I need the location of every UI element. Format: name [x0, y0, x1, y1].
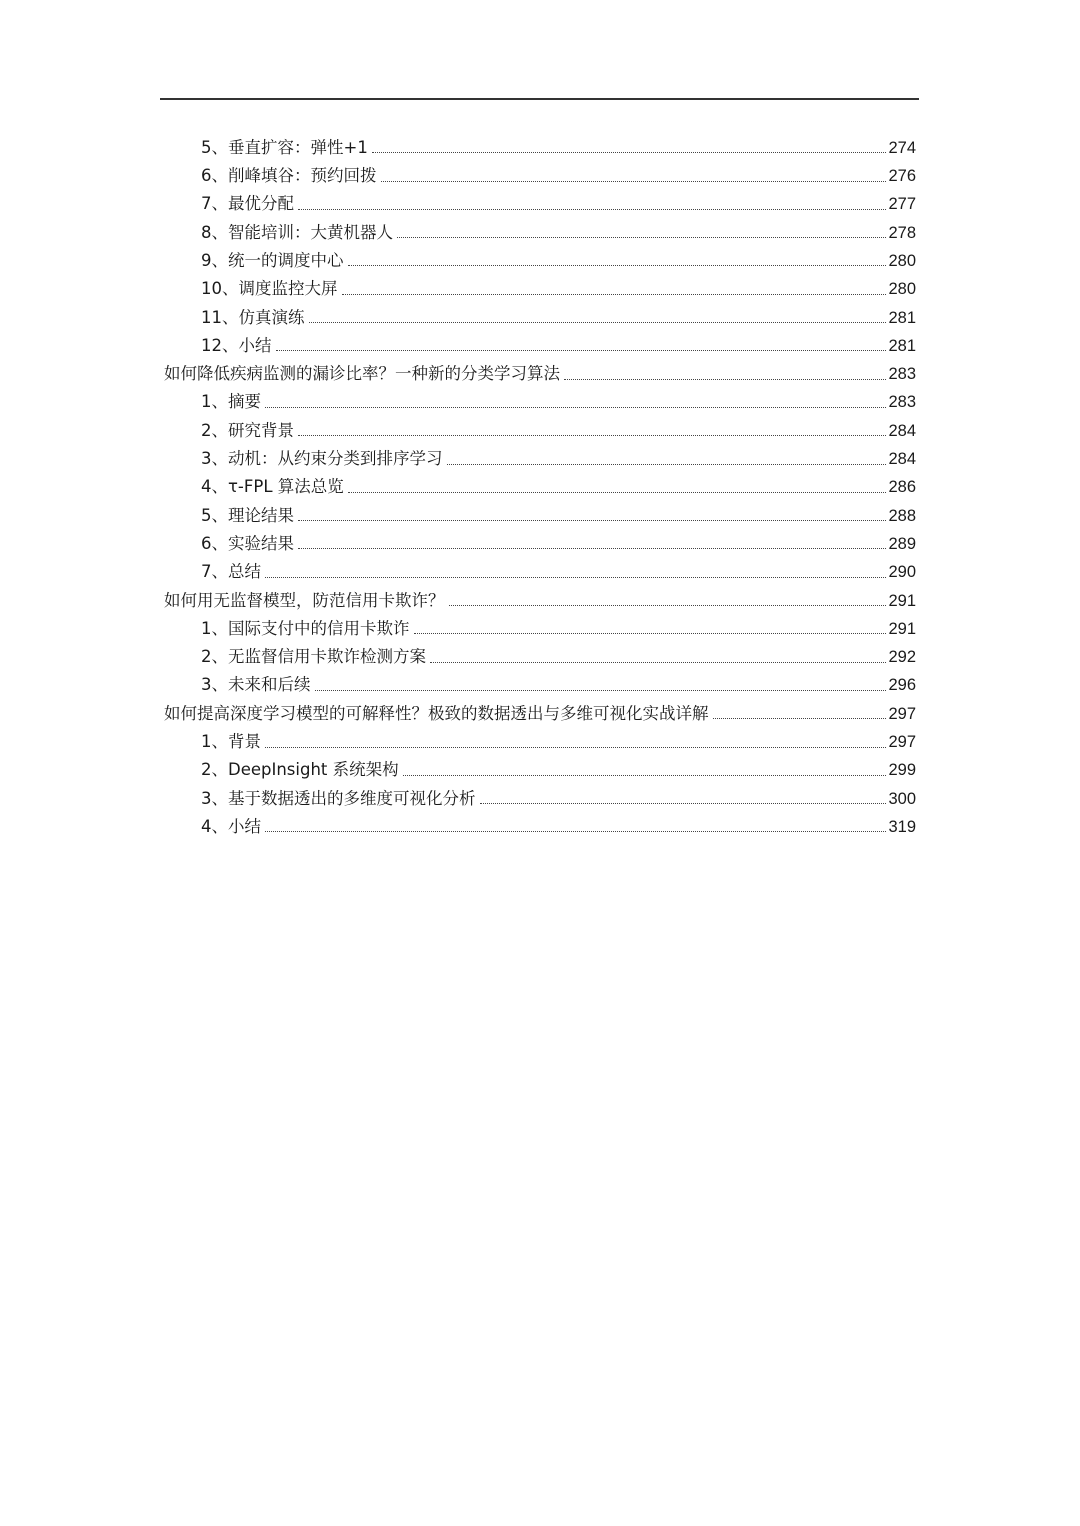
toc-dot-leader	[298, 209, 886, 210]
toc-section-entry[interactable]	[201, 330, 916, 358]
toc-section-entry[interactable]	[201, 132, 916, 160]
toc-section-entry[interactable]	[201, 160, 916, 188]
toc-section-entry[interactable]	[201, 302, 916, 330]
toc-entry-title: 3、动机：从约束分类到排序学习	[201, 449, 443, 469]
toc-page-number: 278	[888, 223, 916, 242]
toc-page-number: 288	[888, 506, 916, 525]
toc-entry-title: 4、τ-FPL 算法总览	[201, 477, 344, 497]
toc-dot-leader	[265, 831, 886, 832]
toc-chapter-entry[interactable]	[164, 358, 916, 386]
toc-section-entry[interactable]	[201, 783, 916, 811]
toc-page-number: 299	[888, 761, 916, 780]
toc-dot-leader	[265, 747, 886, 748]
toc-page-number: 281	[888, 308, 916, 327]
toc-dot-leader	[564, 379, 886, 380]
toc-entry-title: 2、无监督信用卡欺诈检测方案	[201, 647, 426, 667]
toc-entry-title: 12、小结	[201, 335, 272, 355]
toc-section-entry[interactable]	[201, 641, 916, 669]
toc-entry-title: 4、小结	[201, 816, 261, 836]
toc-section-entry[interactable]	[201, 726, 916, 754]
toc-section-entry[interactable]	[201, 273, 916, 301]
toc-page-number: 289	[888, 534, 916, 553]
toc-dot-leader	[381, 181, 887, 182]
toc-section-entry[interactable]	[201, 387, 916, 415]
toc-entry-title: 2、研究背景	[201, 420, 294, 440]
toc-section-entry[interactable]	[201, 670, 916, 698]
toc-section-entry[interactable]	[201, 528, 916, 556]
table-of-contents	[0, 132, 1080, 839]
toc-section-entry[interactable]	[201, 217, 916, 245]
toc-dot-leader	[315, 690, 887, 691]
toc-entry-title: 6、实验结果	[201, 533, 294, 553]
toc-entry-title: 9、统一的调度中心	[201, 250, 344, 270]
toc-section-entry[interactable]	[201, 245, 916, 273]
toc-entry-title: 5、理论结果	[201, 505, 294, 525]
toc-entry-title: 如何提高深度学习模型的可解释性？极致的数据透出与多维可视化实战详解	[164, 703, 709, 723]
toc-dot-leader	[265, 407, 886, 408]
toc-page-number: 281	[888, 336, 916, 355]
toc-entry-title: 3、未来和后续	[201, 675, 311, 695]
toc-chapter-entry[interactable]	[164, 585, 916, 613]
toc-section-entry[interactable]	[201, 472, 916, 500]
toc-dot-leader	[447, 464, 887, 465]
toc-page-number: 319	[888, 817, 916, 836]
toc-dot-leader	[414, 633, 887, 634]
toc-section-entry[interactable]	[201, 415, 916, 443]
toc-page-number: 291	[888, 591, 916, 610]
toc-page-number: 297	[888, 733, 916, 752]
toc-section-entry[interactable]	[201, 613, 916, 641]
toc-page-number: 284	[888, 450, 916, 469]
toc-dot-leader	[449, 605, 887, 606]
toc-section-entry[interactable]	[201, 755, 916, 783]
toc-section-entry[interactable]	[201, 811, 916, 839]
toc-page-number: 296	[888, 676, 916, 695]
toc-entry-title: 3、基于数据透出的多维度可视化分析	[201, 788, 476, 808]
toc-dot-leader	[430, 662, 886, 663]
toc-page-number: 291	[888, 619, 916, 638]
toc-dot-leader	[309, 322, 887, 323]
header-rule	[160, 98, 919, 100]
toc-page-number: 274	[888, 138, 916, 157]
toc-page-number: 280	[888, 251, 916, 270]
toc-dot-leader	[713, 718, 887, 719]
toc-page-number: 283	[888, 365, 916, 384]
toc-entry-title: 10、调度监控大屏	[201, 279, 338, 299]
toc-entry-title: 1、国际支付中的信用卡欺诈	[201, 618, 410, 638]
toc-entry-title: 如何降低疾病监测的漏诊比率？一种新的分类学习算法	[164, 364, 560, 384]
toc-page-number: 292	[888, 648, 916, 667]
toc-dot-leader	[342, 294, 887, 295]
toc-entry-title: 1、摘要	[201, 392, 261, 412]
toc-section-entry[interactable]	[201, 443, 916, 471]
toc-section-entry[interactable]	[201, 556, 916, 584]
toc-entry-title: 7、最优分配	[201, 194, 294, 214]
toc-page-number: 283	[888, 393, 916, 412]
toc-entry-title: 5、垂直扩容：弹性+1	[201, 137, 368, 157]
toc-dot-leader	[403, 775, 887, 776]
toc-chapter-entry[interactable]	[164, 698, 916, 726]
toc-dot-leader	[298, 435, 886, 436]
toc-dot-leader	[348, 265, 887, 266]
toc-entry-title: 7、总结	[201, 562, 261, 582]
toc-section-entry[interactable]	[201, 189, 916, 217]
toc-entry-title: 6、削峰填谷：预约回拨	[201, 166, 377, 186]
toc-dot-leader	[480, 803, 887, 804]
toc-page-number: 277	[888, 195, 916, 214]
toc-dot-leader	[298, 548, 886, 549]
toc-page-number: 284	[888, 421, 916, 440]
toc-dot-leader	[348, 492, 887, 493]
toc-page-number: 280	[888, 280, 916, 299]
toc-dot-leader	[265, 577, 886, 578]
toc-page-number: 290	[888, 563, 916, 582]
toc-dot-leader	[298, 520, 886, 521]
toc-page-number: 297	[888, 704, 916, 723]
toc-page-number: 286	[888, 478, 916, 497]
toc-entry-title: 如何用无监督模型，防范信用卡欺诈？	[164, 590, 445, 610]
toc-dot-leader	[397, 237, 886, 238]
toc-page-number: 300	[888, 789, 916, 808]
toc-dot-leader	[372, 152, 887, 153]
toc-page-number: 276	[888, 167, 916, 186]
toc-entry-title: 2、DeepInsight 系统架构	[201, 760, 399, 780]
toc-section-entry[interactable]	[201, 500, 916, 528]
toc-entry-title: 8、智能培训：大黄机器人	[201, 222, 393, 242]
toc-dot-leader	[276, 350, 887, 351]
toc-entry-title: 1、背景	[201, 732, 261, 752]
toc-entry-title: 11、仿真演练	[201, 307, 305, 327]
